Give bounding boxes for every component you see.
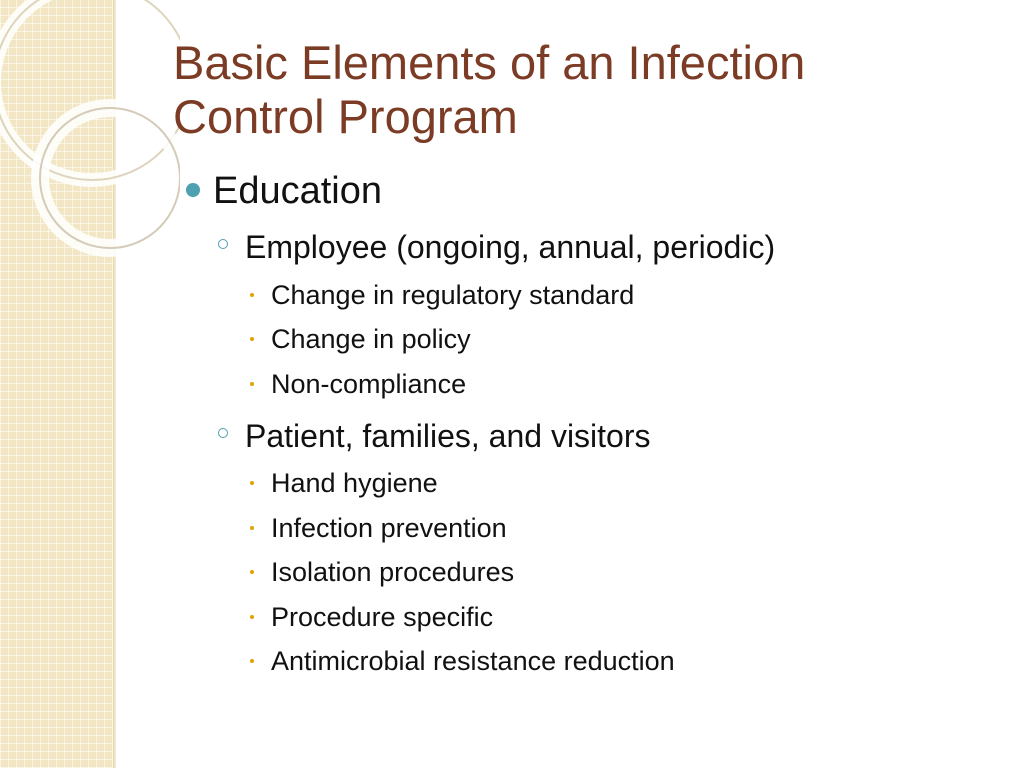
small-dot-icon [250,615,254,619]
list-item-label: Procedure specific [271,601,494,632]
list-item-label: Isolation procedures [271,557,515,587]
section-patient [186,416,1006,679]
slide-title-line-2: Control Program [173,90,518,144]
decorative-circles [0,0,180,260]
list-item-label: Change in regulatory standard [271,279,635,310]
bullet-label: Education [213,170,383,212]
sub-bullet-label: Employee (ongoing, annual, periodic) [245,229,776,265]
list-item [186,644,1006,678]
ring-bullet-icon [218,428,228,438]
slide-content [186,167,1006,678]
bullet-dot-icon [186,183,200,197]
slide-title [173,36,993,144]
sub-bullet-patient [186,416,1006,456]
small-dot-icon [250,659,254,663]
list-item-label: Antimicrobial resistance reduction [271,646,675,676]
small-dot-icon [250,382,254,386]
small-dot-icon [250,481,254,485]
bullet-education [186,167,1006,215]
list-item-label: Hand hygiene [271,468,438,498]
list-item [186,555,1006,589]
section-employee [186,227,1006,401]
list-item-label: Non-compliance [271,368,467,399]
sub-bullet-label: Patient, families, and visitors [245,417,651,454]
list-item [186,278,1006,312]
list-item [186,600,1006,634]
list-item [186,466,1006,500]
list-item-label: Infection prevention [271,512,507,543]
list-item-label: Change in policy [271,324,471,354]
slide-title-line-1: Basic Elements of an Infection [173,36,806,89]
list-item [186,367,1006,401]
small-dot-icon [250,570,254,574]
small-dot-icon [250,337,254,341]
ring-bullet-icon [218,239,228,249]
sub-bullet-employee [186,227,1006,267]
list-item [186,511,1006,545]
decor-circle-large [0,0,180,180]
small-dot-icon [250,526,254,530]
small-dot-icon [250,293,254,297]
list-item [186,322,1006,356]
